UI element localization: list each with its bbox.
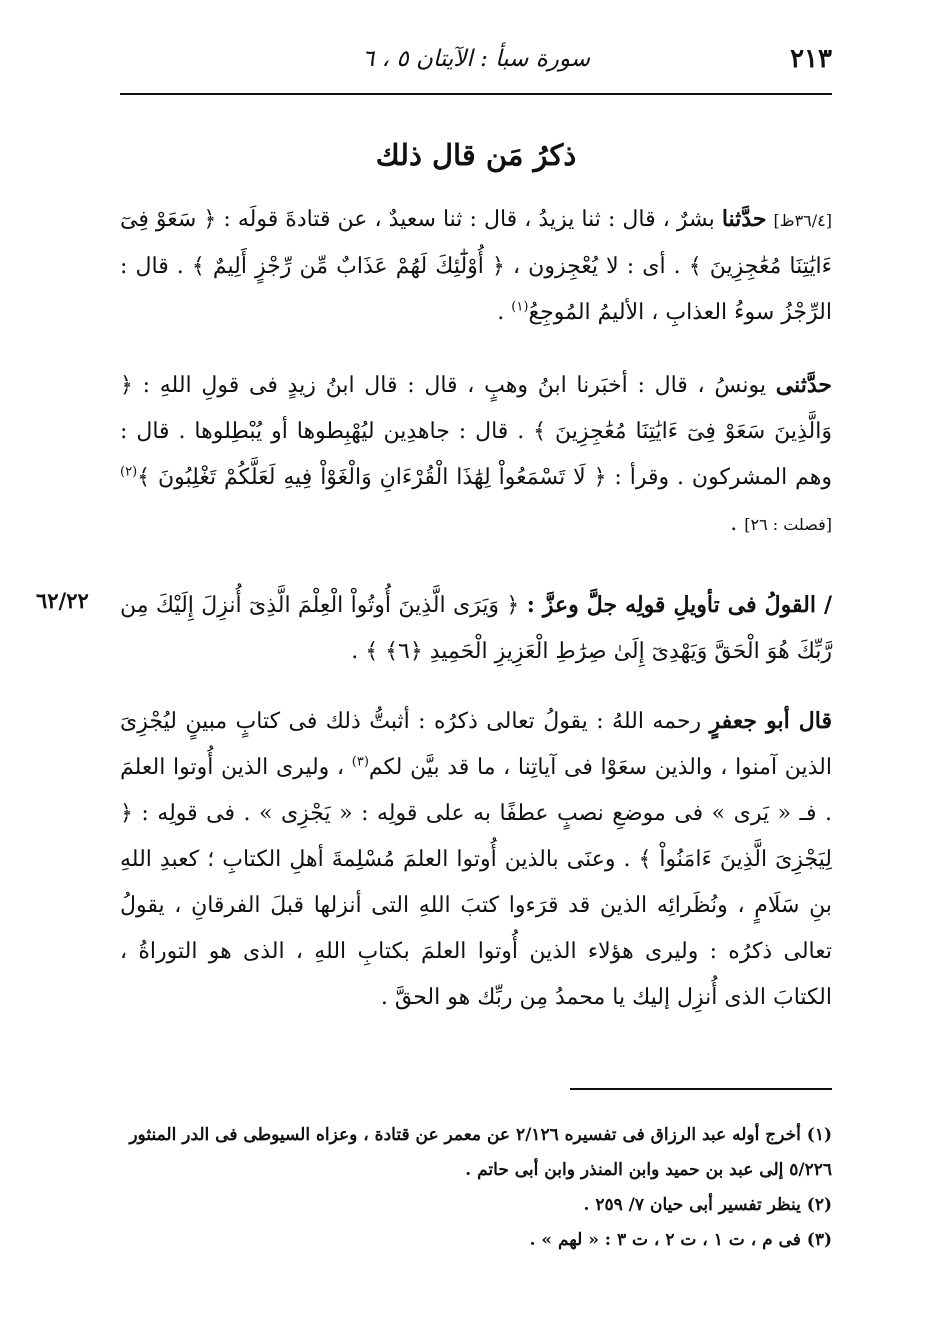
paragraph-1 [120,196,832,336]
paragraph-text-continued: ، وليرى الذين أُوتوا العلمَ . فـ « يَرى » فى موضعِ نصبٍ عطفًا به على قولِه : « يَجْزِى » . فى قولِه : ﴿ لِيَجْزِىَ الَّذِينَ ءَامَنُواْ ﴾ . وعنَى بالذين أُوتوا العلمَ مُسْلِمةَ أهلِ الكتابِ ؛ كعبدِ اللهِ بنِ سَلَامٍ ، ونُظَرائِه الذين قد قرَءوا كتبَ اللهِ التى أنزلها قبلَ الفرقانِ ، يقولُ تعالى ذكرُه : وليرى هؤلاء الذين أُوتوا العلمَ بكتابِ اللهِ ، الذى هو التوراةُ ، الكتابَ الذى أُنزِل إليك يا محمدُ مِن ربِّك هو الحقَّ . [120,755,832,1010]
footnote-marker: (١) [511,299,529,315]
running-title: سورة سبأ : الآيتان ٥ ، ٦ [361,46,591,72]
quran-ref: [فصلت : ٢٦] [744,515,832,534]
page-header [120,44,832,84]
paragraph-text: رحمه اللهُ : يقولُ تعالى ذكرُه : أثبتُّ ذلك فى كتابٍ مبينٍ ليُجْزِىَ الذين آمنوا ، والذين سعَوْا فى آياتِنا ، ما قد بيَّن لكم [120,709,832,780]
page-number: ٢١٣ [790,44,832,74]
footnotes [120,1118,832,1258]
quran-verse: ﴿ وَيَرَى الَّذِينَ أُوتُواْ الْعِلْمَ الَّذِىٓ أُنزِلَ إِلَيْكَ مِن رَّبِّكَ هُوَ الْحَقَّ وَيَهْدِىٓ إِلَىٰ صِرَٰطِ الْعَزِيزِ الْحَمِيدِ ﴿٦﴾ ﴾ . [120,593,832,664]
footnote-rule [570,1088,832,1090]
manuscript-ref: [٣٦/٤ظ] [773,211,832,230]
section-heading: ذكرُ مَن قال ذلك [375,138,577,172]
narration-lead: قال أبو جعفرٍ [709,708,833,734]
footnote-1: (١) أخرج أوله عبد الرزاق فى تفسيره ٢/١٢٦ عن معمر عن قتادة ، وعزاه السيوطى فى الدر المنثور ٥/٢٢٦ إلى عبد بن حميد وابن المنذر وابن أبى حاتم . [129,1125,832,1180]
section-title: / القولُ فى تأويلِ قولِه جلَّ وعزَّ : [526,592,832,618]
paragraph-text: بشرٌ ، قال : ثنا يزيدُ ، قال : ثنا سعيدٌ ، عن قتادةَ قولَه : ﴿ سَعَوْ فِىٓ ءَايَٰتِنَا مُعَٰجِزِينَ ﴾ . أى : لا يُعْجِزون ، ﴿ أُوْلَٰٓئِكَ لَهُمْ عَذَابٌ مِّن رِّجْزٍ أَلِيمٌ ﴾ . قال : الرِّجْزُ سوءُ العذابِ ، الأليمُ المُوجِعُ [120,207,832,325]
narration-lead: حدَّثنى [775,372,832,398]
paragraph-text: يونسُ ، قال : أخبَرنا ابنُ وهبٍ ، قال : قال ابنُ زيدٍ فى قولِ اللهِ : ﴿ وَالَّذِينَ سَعَوْ فِىٓ ءَايَٰتِنَا مُعَٰجِزِينَ ﴾ . قال : جاهدِين ليُهْبِطوها أو يُبْطِلوها . قال : وهم المشركون . وقرأ : ﴿ لَا تَسْمَعُواْ لِهَٰذَا الْقُرْءَانِ وَالْغَوْاْ فِيهِ لَعَلَّكُمْ تَغْلِبُونَ ﴾ [120,373,832,490]
paragraph-4 [120,698,832,1021]
footnote-marker: (٣) [351,754,369,770]
footnote-marker: (٢) [120,464,138,480]
footnote-3: (٣) فى م ، ت ١ ، ت ٢ ، ت ٣ : « لهم » . [529,1230,832,1250]
footnote-2: (٢) ينظر تفسير أبى حيان ٧/ ٢٥٩ . [583,1195,832,1215]
paragraph-2 [120,362,832,548]
paragraph-end: . [497,300,512,325]
header-rule [120,93,832,95]
paragraph-3 [120,582,832,675]
narration-lead: حدَّثنا [721,206,767,232]
margin-reference: ٦٢/٢٢ [36,588,89,613]
paragraph-end: . [730,511,745,536]
